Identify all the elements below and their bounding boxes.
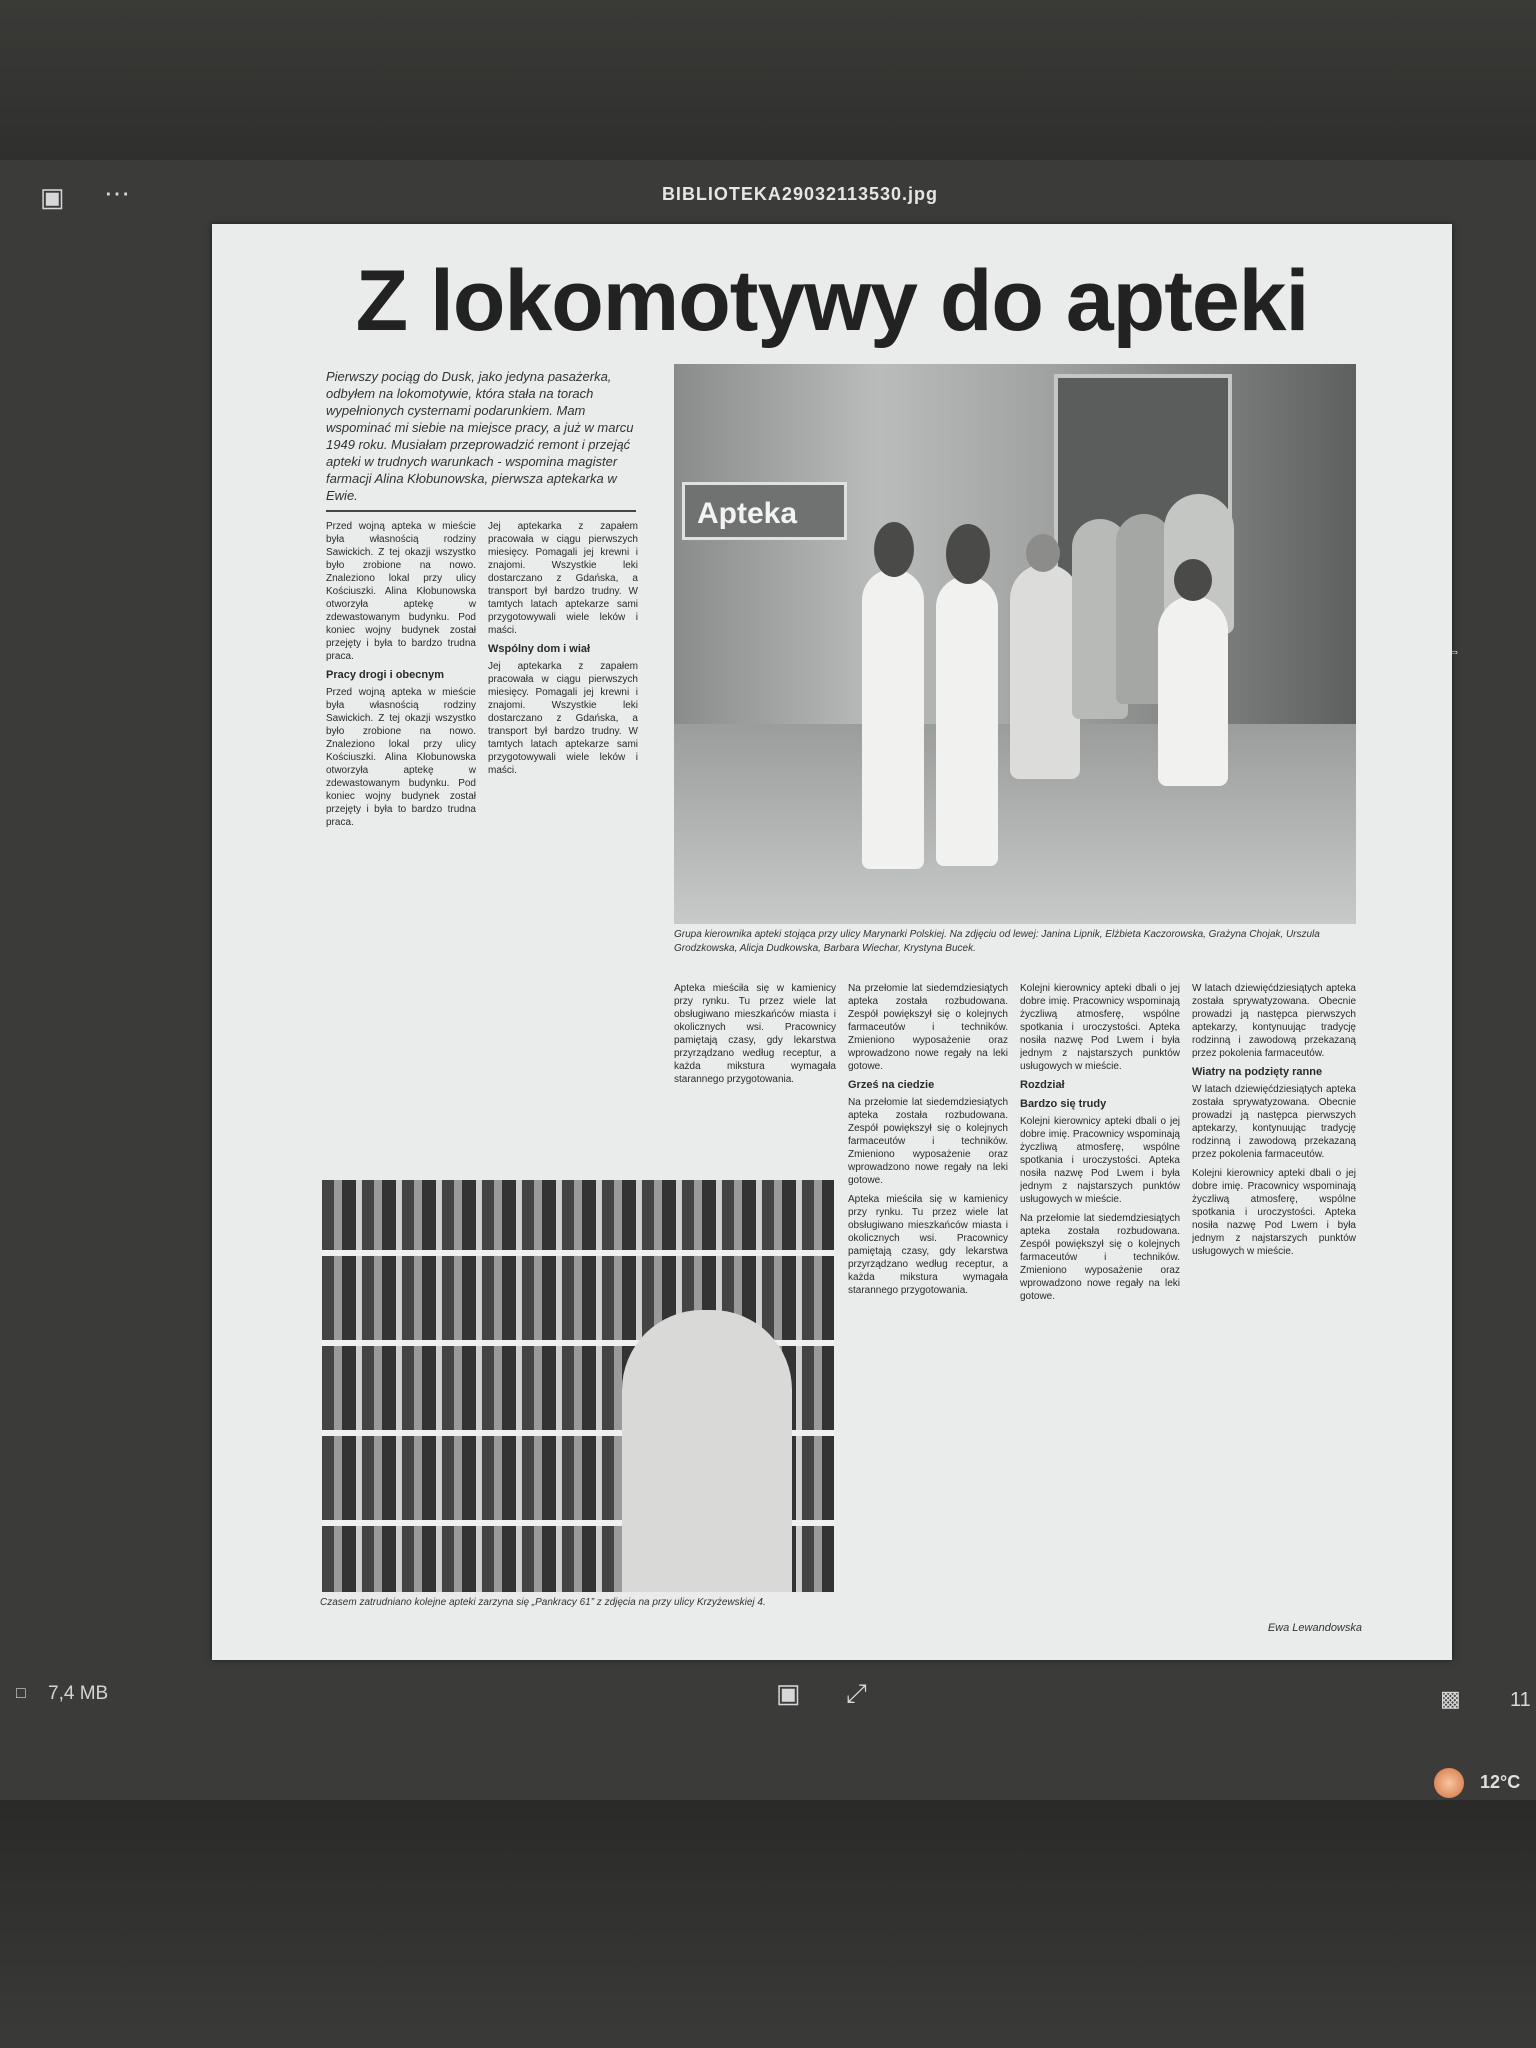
- photo-caption-2: Czasem zatrudniano kolejne apteki zarzyna się „Pankracy 61” z zdjęcia na przy ulicy Krzyżewskiej 4.: [320, 1597, 766, 1608]
- fit-screen-icon[interactable]: ▣: [776, 1678, 801, 1708]
- article-headline: Z lokomotywy do apteki: [355, 253, 1309, 349]
- author-signature: Ewa Lewandowska: [1267, 1622, 1362, 1634]
- staff-member: [1158, 596, 1228, 786]
- pharmacy-interior-photo: [322, 1180, 834, 1592]
- article-column-4: Na przełomie lat siedemdziesiątych apteka została rozbudowana. Zespół powiększył się o kolejnych farmaceutów i techników. Zmieniono wyposażenie oraz wprowadzono nowe regały na leki gotowe. Grześ na ciedzie Na przełomie lat siedemdziesiątych apteka została rozbudowana. Zespół powiększył się o kolejnych farmaceutów i techników. Zmieniono wyposażenie oraz wprowadzono nowe regały na leki gotowe. Apteka mieściła się w kamienicy przy rynku. Tu przez wiele lat obsługiwano mieszkańców miasta i okolicznych wsi. Pracownicy pamiętają czasy, gdy lekarstwa przyrządzano według receptur, a każda mikstura wymagała starannego przygotowania.: [848, 983, 1008, 1296]
- disk-icon: □: [16, 1685, 26, 1702]
- monitor-bezel: [0, 0, 1536, 160]
- viewer-statusbar: [0, 1666, 1536, 1722]
- staff-member: [1010, 564, 1080, 779]
- article-column-3: Apteka mieściła się w kamienicy przy rynku. Tu przez wiele lat obsługiwano mieszkańców miasta i okolicznych wsi. Pracownicy pamiętają czasy, gdy lekarstwa przyrządzano według receptur, a każda mikstura wymagała starannego przygotowania.: [674, 983, 836, 1085]
- fullscreen-icon[interactable]: ⤢: [846, 1678, 867, 1708]
- weather-icon[interactable]: [1434, 1768, 1464, 1798]
- staff-member: [862, 569, 924, 869]
- article-column-1: Przed wojną apteka w mieście była własnością rodziny Sawickich. Z tej okazji wszystko było zrobione na nowo. Znaleziono lokal przy ulicy Kościuszki. Alina Kłobunowska otworzyła aptekę w zdewastowanym budynku. Pod koniec wojny budynek został przejęty i była to bardzo trudna praca. Pracy drogi i obecnym Przed wojną apteka w mieście była własnością rodziny Sawickich. Z tej okazji wszystko było zrobione na nowo. Znaleziono lokal przy ulicy Kościuszki. Alina Kłobunowska otworzyła aptekę w zdewastowanym budynku. Pod koniec wojny budynek został przejęty i była to bardzo trudna praca.: [326, 521, 476, 828]
- pharmacy-sign: Apteka: [682, 482, 847, 540]
- article-column-5: Kolejni kierownicy apteki dbali o jej dobre imię. Pracownicy wspominają życzliwą atmosferę, wspólne spotkania i uroczystości. Apteka nosiła nazwę Pod Lwem i była jednym z najstarszych punktów usługowych w mieście. Rozdział Bardzo się trudy Kolejni kierownicy apteki dbali o jej dobre imię. Pracownicy wspominają życzliwą atmosferę, wspólne spotkania i uroczystości. Apteka nosiła nazwę Pod Lwem i była jednym z najstarszych punktów usługowych w mieście. Na przełomie lat siedemdziesiątych apteka została rozbudowana. Zespół powiększył się o kolejnych farmaceutów i techników. Zmieniono wyposażenie oraz wprowadzono nowe regały na leki gotowe.: [1020, 983, 1180, 1302]
- article-column-6: W latach dziewięćdziesiątych apteka została sprywatyzowana. Obecnie prowadzi ją następca pierwszych aptekarzy, kontynuując tradycję rodzinną i zawodową przekazaną przez pokolenia farmaceutów. Wiatry na podzięty ranne W latach dziewięćdziesiątych apteka została sprywatyzowana. Obecnie prowadzi ją następca pierwszych aptekarzy, kontynuując tradycję rodzinną i zawodową przekazaną przez pokolenia farmaceutów. Kolejni kierownicy apteki dbali o jej dobre imię. Pracownicy wspominają życzliwą atmosferę, wspólne spotkania i uroczystości. Apteka nosiła nazwę Pod Lwem i była jednym z najstarszych punktów usługowych w mieście.: [1192, 983, 1356, 1257]
- article-lead: Pierwszy pociąg do Dusk, jako jedyna pasażerka, odbyłem na lokomotywie, która stała na torach wypełnionych cysternami podarunkiem. Mam wspominać mi siebie na miejsce pracy, a już w marcu 1949 roku. Musiałam przeprowadzić remont i przejąć apteki w trudnych warunkach - wspomina magister farmacji Alina Kłobunowska, pierwsza aptekarka w Ewie.: [326, 368, 636, 512]
- file-title: BIBLIOTEKA29032113530.jpg: [661, 184, 939, 204]
- page-indicator: 11: [1510, 1689, 1531, 1711]
- pharmacist-figure: [622, 1310, 792, 1592]
- weather-temperature[interactable]: 12°C: [1480, 1772, 1521, 1792]
- info-icon[interactable]: ▩: [1440, 1686, 1461, 1711]
- newspaper-page: [212, 224, 1452, 1660]
- staff-head: [1174, 559, 1212, 601]
- staff-head: [1026, 534, 1060, 572]
- hand-cursor-icon: ☞: [1433, 641, 1460, 674]
- more-icon[interactable]: ⋯: [104, 178, 130, 208]
- pharmacy-staff-photo: [674, 364, 1356, 924]
- staff-head: [874, 522, 914, 577]
- shelf: [322, 1250, 834, 1256]
- staff-head: [946, 524, 990, 584]
- photo-caption-1: Grupa kierownika apteki stojąca przy ulicy Marynarki Polskiej. Na zdjęciu od lewej: Janina Lipnik, Elżbieta Kaczorowska, Grażyna Chojak, Urszula Grodzkowska, Alicja Dudkowska, Barbara Wiechar, Krystyna Bucek.: [674, 929, 1320, 954]
- photo-icon[interactable]: ▣: [40, 182, 65, 212]
- file-size: 7,4 MB: [48, 1683, 109, 1704]
- article-column-2: Jej aptekarka z zapałem pracowała w ciągu pierwszych miesięcy. Pomagali jej krewni i znajomi. Wszystkie leki dostarczano z Gdańska, a transport był bardzo trudny. W tamtych latach aptekarze sami przygotowywali wiele leków i maści. Wspólny dom i wiał Jej aptekarka z zapałem pracowała w ciągu pierwszych miesięcy. Pomagali jej krewni i znajomi. Wszystkie leki dostarczano z Gdańska, a transport był bardzo trudny. W tamtych latach aptekarze sami przygotowywali wiele leków i maści.: [488, 521, 638, 776]
- monitor-bottom: [0, 1800, 1536, 2048]
- staff-member: [936, 576, 998, 866]
